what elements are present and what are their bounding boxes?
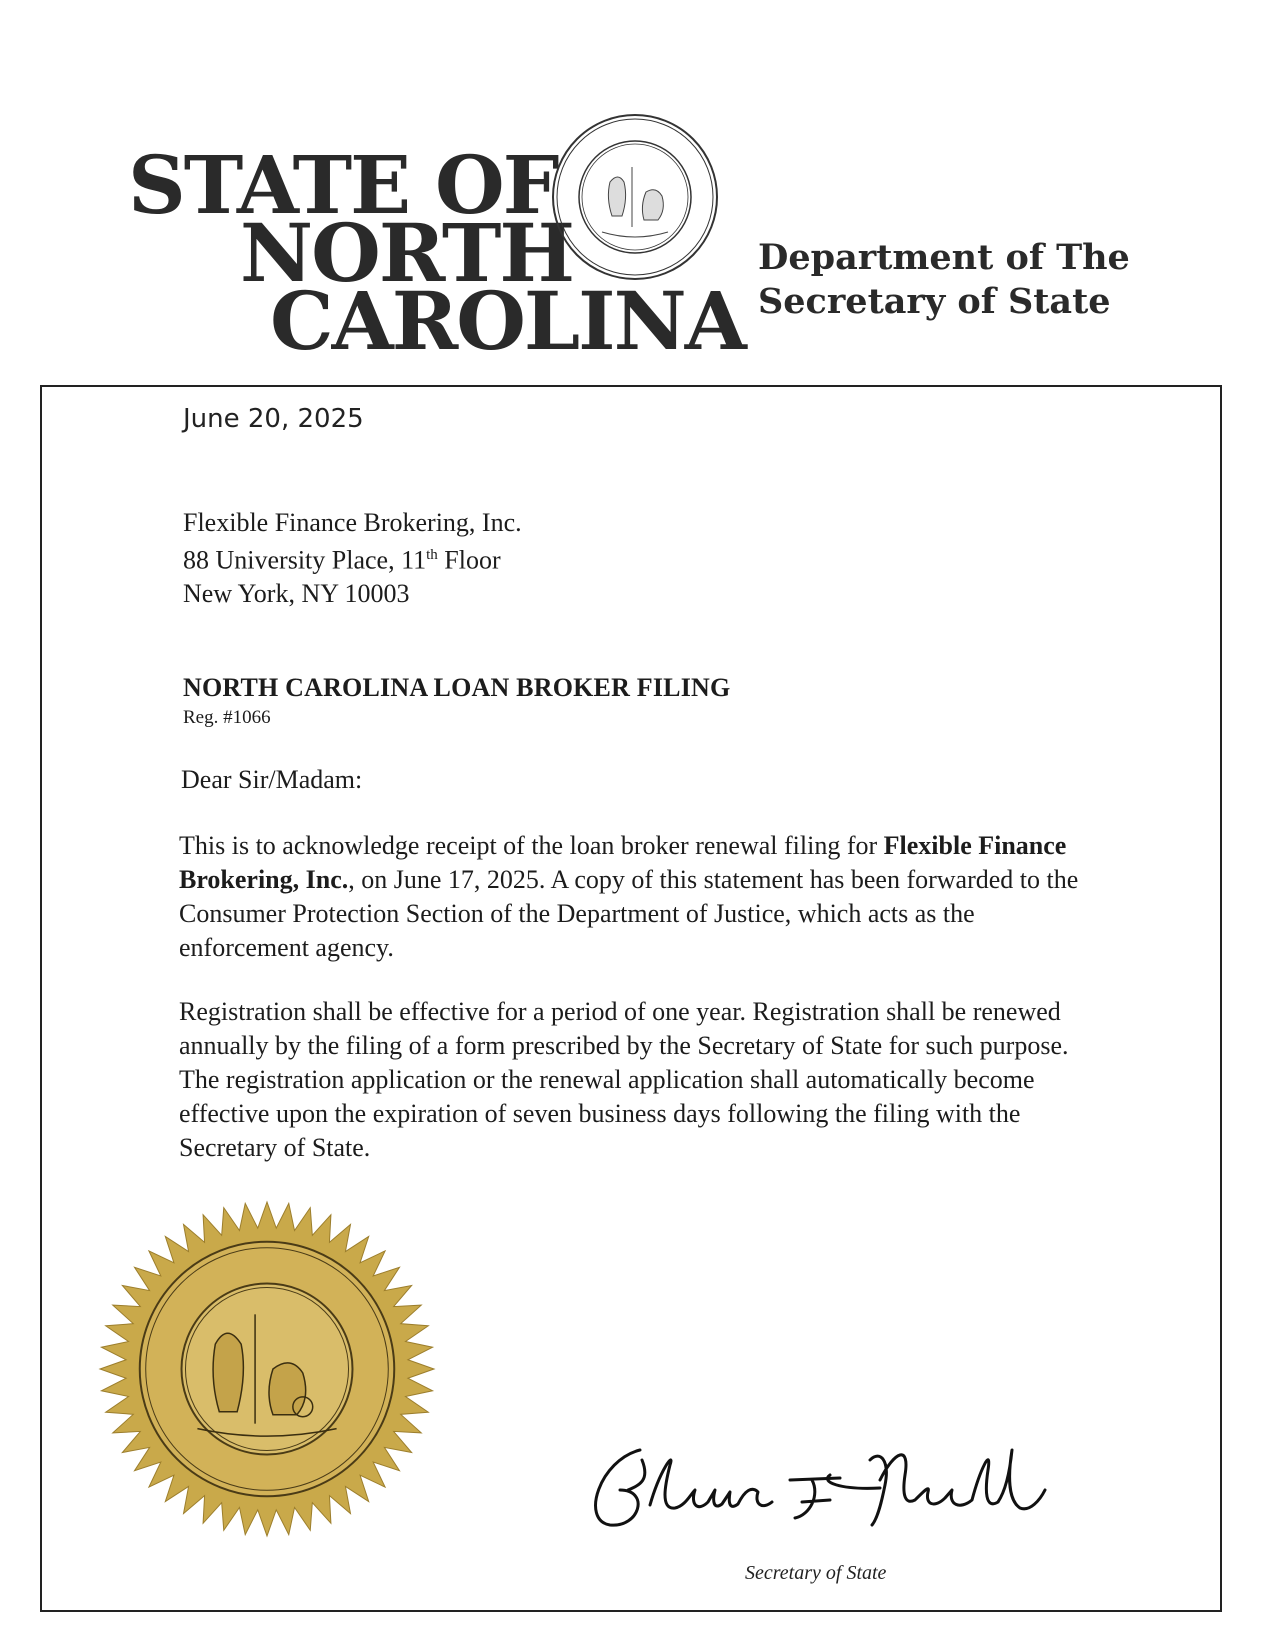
registration-number: Reg. #1066 — [183, 707, 271, 728]
title-line-1: STATE OF — [128, 138, 558, 232]
recipient-address-line-2: New York, NY 10003 — [183, 578, 410, 608]
recipient-address — [183, 506, 522, 610]
department-seal-icon — [550, 112, 720, 282]
department-line-2: Secretary of State — [758, 281, 1111, 322]
subject-heading: NORTH CAROLINA LOAN BROKER FILING — [183, 673, 731, 702]
signature-image — [580, 1430, 1050, 1540]
salutation: Dear Sir/Madam: — [181, 765, 363, 794]
department-line-1: Department of The — [758, 237, 1130, 278]
title-line-3: CAROLINA — [270, 274, 745, 368]
signatory-title: Secretary of State — [745, 1562, 887, 1584]
title-line-2: NORTH — [240, 206, 574, 300]
department-name — [758, 236, 1130, 324]
recipient-address-line-1: 88 University Place, 11th Floor — [183, 545, 501, 575]
body-paragraph-2: Registration shall be effective for a period of one year. Registration shall be renewed annually by the filing of a form prescribed by the Secretary of State for such purpose. The registration application or the renewal application shall automatically become effective upon the expiration of seven business days following the filing with the Secretary of State. — [179, 997, 1069, 1162]
great-seal-icon — [98, 1200, 436, 1538]
recipient-name: Flexible Finance Brokering, Inc. — [183, 508, 522, 537]
letter-date: June 20, 2025 — [183, 404, 364, 434]
body-paragraph-1: This is to acknowledge receipt of the loan broker renewal filing for Flexible Finance Brokering, Inc., on June 17, 2025. A copy of this statement has been forwarded to the Consumer Protection Section of the Department of Justice, which acts as the enforcement agency. — [179, 831, 1079, 962]
